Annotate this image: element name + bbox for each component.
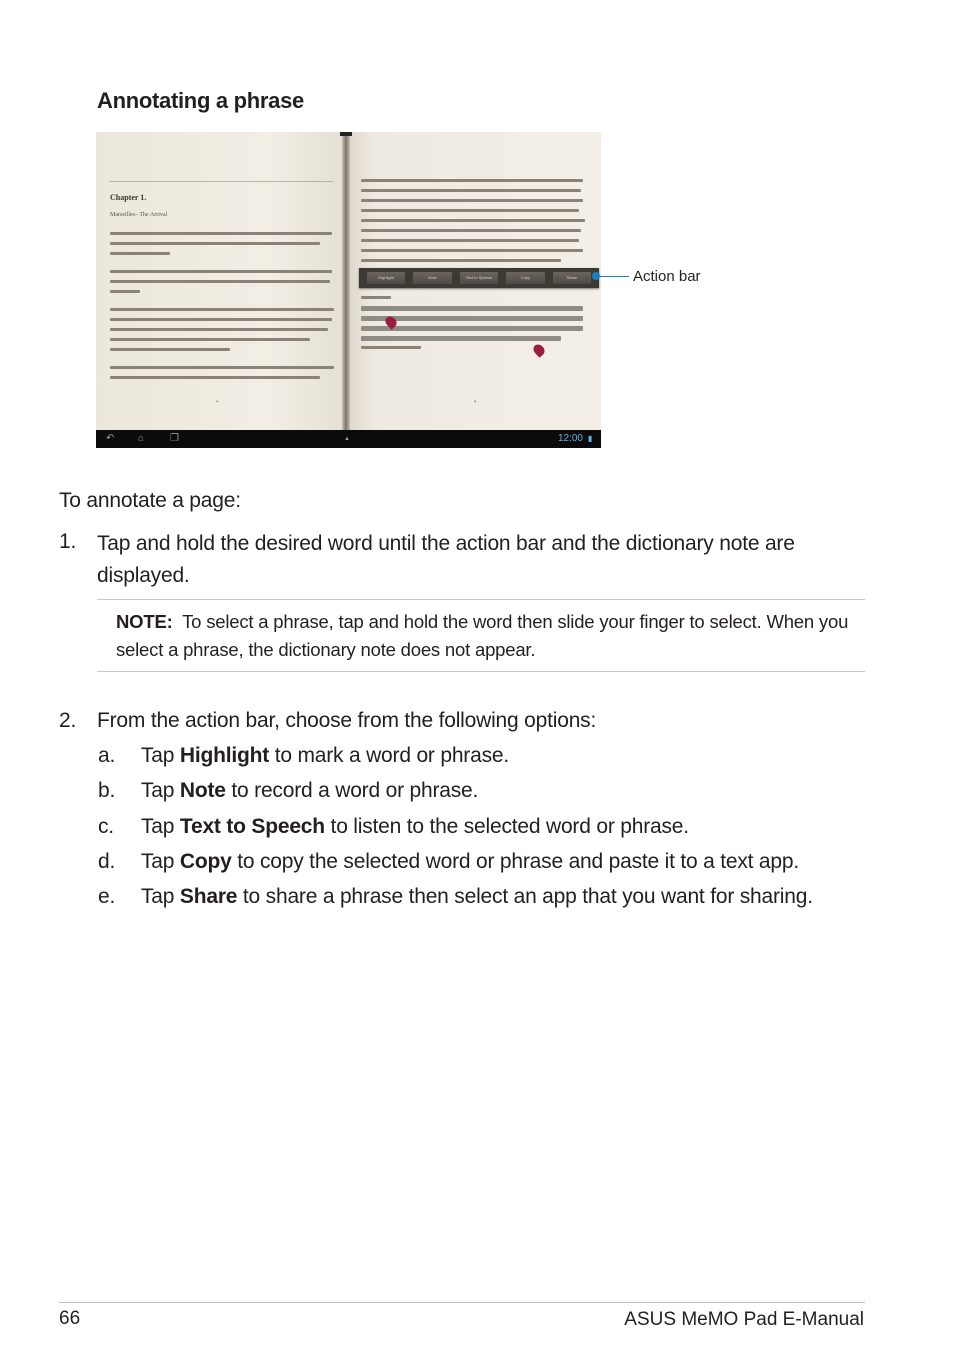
- note-text: [116, 608, 856, 664]
- page-marker: •: [216, 398, 219, 406]
- option-description: to mark a word or phrase.: [269, 744, 509, 767]
- ebook-screenshot: [96, 132, 601, 448]
- option-keyword: Text to Speech: [179, 815, 325, 838]
- option-description: to record a word or phrase.: [225, 779, 479, 802]
- recent-apps-icon[interactable]: ❐: [170, 433, 179, 444]
- option-keyword: Copy: [179, 850, 232, 873]
- intro-text: To annotate a page:: [59, 489, 241, 512]
- option-letter: a.: [98, 744, 116, 767]
- note-box: [97, 599, 865, 672]
- step-number: 1.: [59, 530, 77, 553]
- text-line: [361, 229, 581, 232]
- highlight-button[interactable]: Highlight: [367, 272, 405, 284]
- option-description: to listen to the selected word or phrase.: [324, 815, 689, 838]
- note-body: To select a phrase, tap and hold the word then slide your finger to select. When you select a phrase, the dictionary note does not appear.: [116, 611, 849, 660]
- system-navigation-bar: [96, 430, 601, 448]
- option-keyword: Note: [179, 779, 226, 802]
- text-line: [361, 296, 391, 299]
- text-line: [110, 308, 334, 311]
- action-bar: [359, 268, 599, 288]
- share-button[interactable]: Share: [553, 272, 591, 284]
- text-line: [361, 346, 421, 349]
- page-marker: •: [474, 398, 477, 406]
- text-line: [110, 232, 332, 235]
- callout-line: [597, 276, 629, 277]
- action-bar-callout: Action bar: [633, 268, 701, 285]
- option-prefix: Tap: [141, 850, 180, 873]
- book-left-page: [96, 132, 346, 430]
- option-prefix: Tap: [141, 779, 180, 802]
- text-line: [361, 189, 581, 192]
- option-prefix: Tap: [141, 744, 180, 767]
- text-line: [110, 328, 328, 331]
- highlighted-text-line: [361, 306, 583, 311]
- chapter-divider: [109, 181, 333, 182]
- text-line: [110, 318, 332, 321]
- text-line: [361, 179, 583, 182]
- book-spine: [342, 132, 350, 430]
- option-description: to copy the selected word or phrase and paste it to a text app.: [231, 850, 799, 873]
- chapter-subhead: Marseilles– The Arrival: [110, 212, 168, 218]
- option-text: [141, 777, 478, 804]
- book-spine-top: [340, 132, 352, 136]
- text-line: [361, 219, 585, 222]
- back-icon[interactable]: ↶: [106, 433, 115, 444]
- text-line: [361, 199, 583, 202]
- text-line: [110, 348, 230, 351]
- battery-icon: ▮: [588, 434, 593, 443]
- text-line: [110, 270, 332, 273]
- highlighted-text-line: [361, 336, 561, 341]
- text-line: [110, 280, 330, 283]
- footer-rule: [59, 1302, 865, 1303]
- option-description: to share a phrase then select an app that you want for sharing.: [237, 885, 813, 908]
- copy-button[interactable]: Copy: [506, 272, 544, 284]
- text-line: [361, 259, 561, 262]
- status-clock: 12:00: [557, 433, 583, 444]
- option-keyword: Highlight: [179, 744, 270, 767]
- option-letter: c.: [98, 815, 114, 838]
- option-text: [141, 883, 813, 910]
- section-title: Annotating a phrase: [97, 88, 304, 113]
- note-label: NOTE:: [116, 611, 173, 632]
- page-number: 66: [59, 1308, 81, 1329]
- chapter-heading: Chapter 1.: [110, 193, 147, 202]
- text-line: [361, 249, 583, 252]
- option-letter: d.: [98, 850, 116, 873]
- text-line: [110, 338, 310, 341]
- text-to-speech-button[interactable]: Text to Speech: [460, 272, 498, 284]
- text-line: [110, 376, 320, 379]
- step-text: Tap and hold the desired word until the action bar and the dictionary note are displayed.: [97, 532, 795, 587]
- text-line: [110, 290, 140, 293]
- option-prefix: Tap: [141, 885, 180, 908]
- option-prefix: Tap: [141, 815, 180, 838]
- menu-icon[interactable]: ▲: [344, 436, 350, 442]
- text-line: [361, 209, 579, 212]
- option-text: [141, 813, 689, 840]
- option-letter: e.: [98, 885, 116, 908]
- step-text: From the action bar, choose from the following options:: [97, 709, 597, 732]
- option-text: [141, 848, 799, 875]
- home-icon[interactable]: ⌂: [138, 433, 145, 444]
- step-number: 2.: [59, 709, 77, 732]
- option-letter: b.: [98, 779, 116, 802]
- note-button[interactable]: Note: [413, 272, 451, 284]
- text-line: [110, 366, 334, 369]
- text-line: [110, 242, 320, 245]
- manual-name: ASUS MeMO Pad E-Manual: [624, 1309, 864, 1330]
- option-keyword: Share: [179, 885, 238, 908]
- text-line: [110, 252, 170, 255]
- option-text: [141, 742, 509, 769]
- note-pin-icon[interactable]: [531, 342, 547, 358]
- text-line: [361, 239, 579, 242]
